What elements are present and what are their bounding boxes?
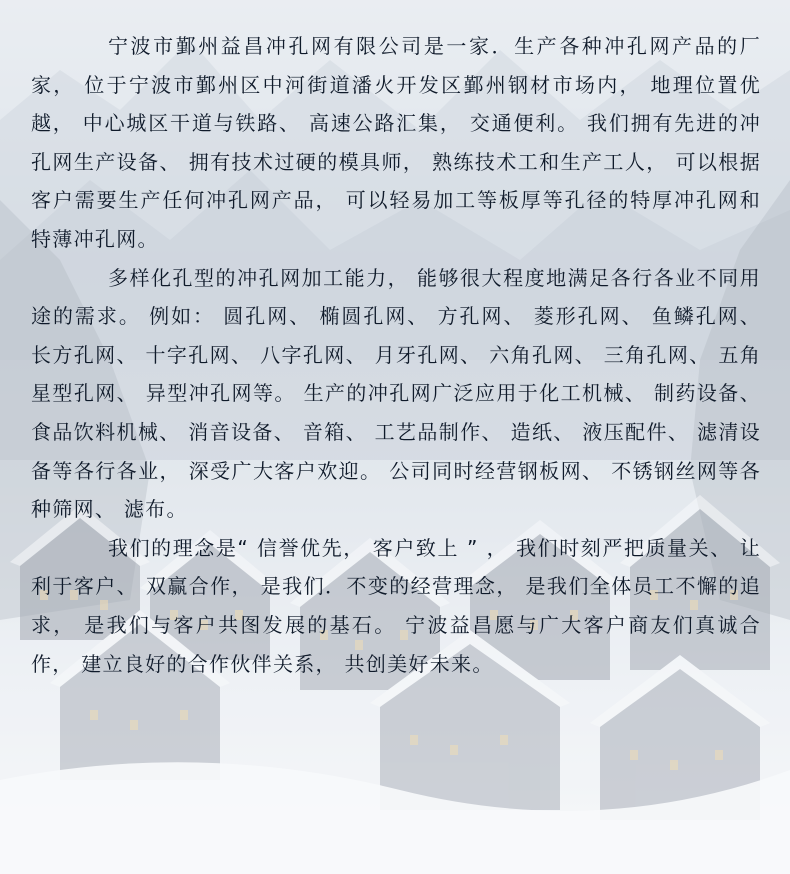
paragraph-intro: 宁波市鄞州益昌冲孔网有限公司是一家．生产各种冲孔网产品的厂家， 位于宁波市鄞州区中河街道潘火开发区鄞州钢材市场内， 地理位置优越， 中心城区干道与铁路、 高速公路汇集， 交通便利。 我们拥有先进的冲孔网生产设备、 拥有技术过硬的模具师， 熟练技术工和生产工人， 可以根据客户需要生产任何冲孔网产品， 可以轻易加工等板厚等孔径的特厚冲孔网和特薄冲孔网。 xyxy=(31,34,761,251)
paragraph-products: 多样化孔型的冲孔网加工能力， 能够很大程度地满足各行各业不同用途的需求。 例如： 圆孔网、 椭圆孔网、 方孔网、 菱形孔网、 鱼鳞孔网、 长方孔网、 十字孔网、 八字孔网、 月牙孔网、 六角孔网、 三角孔网、 五角星型孔网、 异型冲孔网等。 生产的冲孔网广泛应用于化工机械、 制药设备、 食品饮料机械、 消音设备、 音箱、 工艺品制作、 造纸、 液压配件、 滤清设备等各行各业， 深受广大客户欢迎。 公司同时经营钢板网、 不锈钢丝网等各种筛网、 滤布。 xyxy=(31,265,761,522)
paragraph-philosophy: 我们的理念是“ 信誉优先， 客户致上 ” ， 我们时刻严把质量关、 让利于客户、 双赢合作， 是我们．不变的经营理念， 是我们全体员工不懈的追求， 是我们与客户共图发展的基石。 宁波益昌愿与广大客户商友们真诚合作， 建立良好的合作伙伴关系， 共创美好未来。 xyxy=(31,535,761,676)
company-description xyxy=(31,27,761,683)
